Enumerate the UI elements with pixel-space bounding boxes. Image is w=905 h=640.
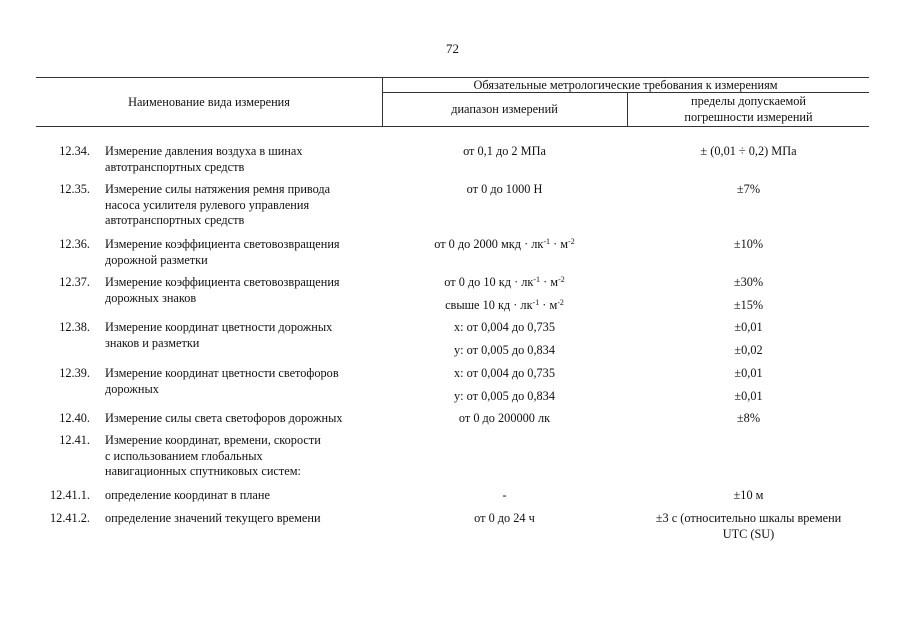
measurement-name-line: Измерение силы света светофоров дорожных — [105, 411, 343, 425]
header-error-column — [628, 94, 869, 125]
measurement-name-line: с использованием глобальных — [105, 448, 263, 463]
row-number: 12.36. — [59, 237, 90, 251]
unit-exponent: -1 — [533, 275, 541, 284]
measurement-range: от 0,1 до 2 МПа — [463, 144, 546, 158]
measurement-error — [628, 511, 869, 542]
measurement-error: ± (0,01 ÷ 0,2) МПа — [700, 144, 797, 158]
measurement-range: x: от 0,004 до 0,735 — [454, 320, 555, 334]
measurement-name-line: Измерение давления воздуха в шинах — [105, 144, 303, 158]
measurement-error: ±0,01 — [734, 366, 763, 380]
measurement-range: y: от 0,005 до 0,834 — [454, 343, 555, 357]
row-number: 12.40. — [59, 411, 90, 425]
value-text: · м — [539, 298, 558, 312]
measurement-name — [105, 182, 383, 229]
row-number: 12.41.2. — [50, 511, 90, 525]
measurement-range — [382, 237, 627, 253]
measurement-name-line: дорожных знаков — [105, 290, 197, 305]
measurement-error: ±15% — [733, 298, 764, 312]
measurement-name-line: насоса усилителя рулевого управления — [105, 197, 310, 212]
unit-exponent: -2 — [557, 298, 564, 307]
measurement-name-line: Измерение коэффициента световозвращения — [105, 275, 340, 289]
measurement-name-line: Измерение координат цветности светофоров — [105, 366, 339, 380]
row-number: 12.41.1. — [50, 488, 90, 502]
measurement-name-line: знаков и разметки — [105, 335, 200, 350]
measurement-name-line: определение значений текущего времени — [105, 511, 321, 525]
measurement-name-line: навигационных спутниковых систем: — [105, 464, 301, 478]
measurement-name-line: автотранспортных средств — [105, 159, 245, 174]
measurement-error: ±0,01 — [734, 320, 763, 334]
measurement-range: - — [502, 488, 507, 502]
measurement-name — [105, 320, 383, 351]
measurement-range: от 0 до 200000 лк — [458, 411, 551, 425]
header-requirements-group: Обязательные метрологические требования к измерениям — [473, 78, 778, 92]
measurement-name-line: Измерение силы натяжения ремня привода — [105, 182, 331, 196]
measurement-error: ±8% — [736, 411, 761, 425]
measurement-name — [105, 275, 383, 306]
measurement-range: от 0 до 1000 Н — [466, 182, 543, 196]
row-number: 12.35. — [59, 182, 90, 196]
unit-exponent: -1 — [532, 298, 540, 307]
measurement-error-line: UTC (SU) — [722, 526, 775, 541]
measurement-error: ±10% — [733, 237, 764, 251]
measurement-name-line: дорожных — [105, 381, 159, 396]
measurement-range — [382, 275, 627, 291]
measurement-name-line: автотранспортных средств — [105, 213, 245, 227]
measurement-name-line: Измерение координат, времени, скорости — [105, 433, 321, 447]
measurement-error: ±7% — [736, 182, 761, 196]
measurement-name-line: определение координат в плане — [105, 488, 270, 502]
unit-exponent: -2 — [558, 275, 565, 284]
value-text: · м — [550, 237, 569, 251]
header-bottom-rule — [36, 126, 869, 127]
value-text: от 0 до 10 кд · лк — [444, 275, 534, 289]
measurement-name-line: Измерение коэффициента световозвращения — [105, 237, 340, 251]
value-text: свыше 10 кд · лк — [445, 298, 533, 312]
measurement-name — [105, 366, 383, 397]
row-number: 12.34. — [59, 144, 90, 158]
measurement-range: x: от 0,004 до 0,735 — [454, 366, 555, 380]
header-range-column: диапазон измерений — [451, 102, 558, 116]
measurement-range: y: от 0,005 до 0,834 — [454, 389, 555, 403]
measurement-error: ±0,02 — [734, 343, 763, 357]
header-name-column: Наименование вида измерения — [128, 95, 290, 109]
measurement-name — [105, 488, 383, 504]
value-text: от 0 до 2000 мкд · лк — [434, 237, 544, 251]
unit-exponent: -1 — [543, 237, 551, 246]
header-error-line: пределы допускаемой — [690, 94, 807, 108]
value-text: · м — [540, 275, 559, 289]
measurement-name-line: дорожной разметки — [105, 252, 208, 267]
measurement-name — [105, 511, 383, 527]
measurement-name-line: Измерение координат цветности дорожных — [105, 320, 333, 334]
unit-exponent: -2 — [568, 237, 575, 246]
header-error-line: погрешности измерений — [684, 109, 813, 124]
measurement-error: ±0,01 — [734, 389, 763, 403]
row-number: 12.38. — [59, 320, 90, 334]
measurement-name — [105, 237, 383, 268]
measurement-error: ±30% — [733, 275, 764, 289]
measurement-name — [105, 411, 383, 427]
measurement-error-line: ±3 с (относительно шкалы времени — [655, 511, 842, 525]
measurement-name — [105, 144, 383, 175]
measurement-range: от 0 до 24 ч — [474, 511, 535, 525]
measurement-range — [382, 298, 627, 314]
row-number: 12.41. — [59, 433, 90, 447]
measurement-name — [105, 433, 383, 480]
row-number: 12.37. — [59, 275, 90, 289]
row-number: 12.39. — [59, 366, 90, 380]
measurement-error: ±10 м — [733, 488, 764, 502]
page-number: 72 — [446, 41, 459, 56]
